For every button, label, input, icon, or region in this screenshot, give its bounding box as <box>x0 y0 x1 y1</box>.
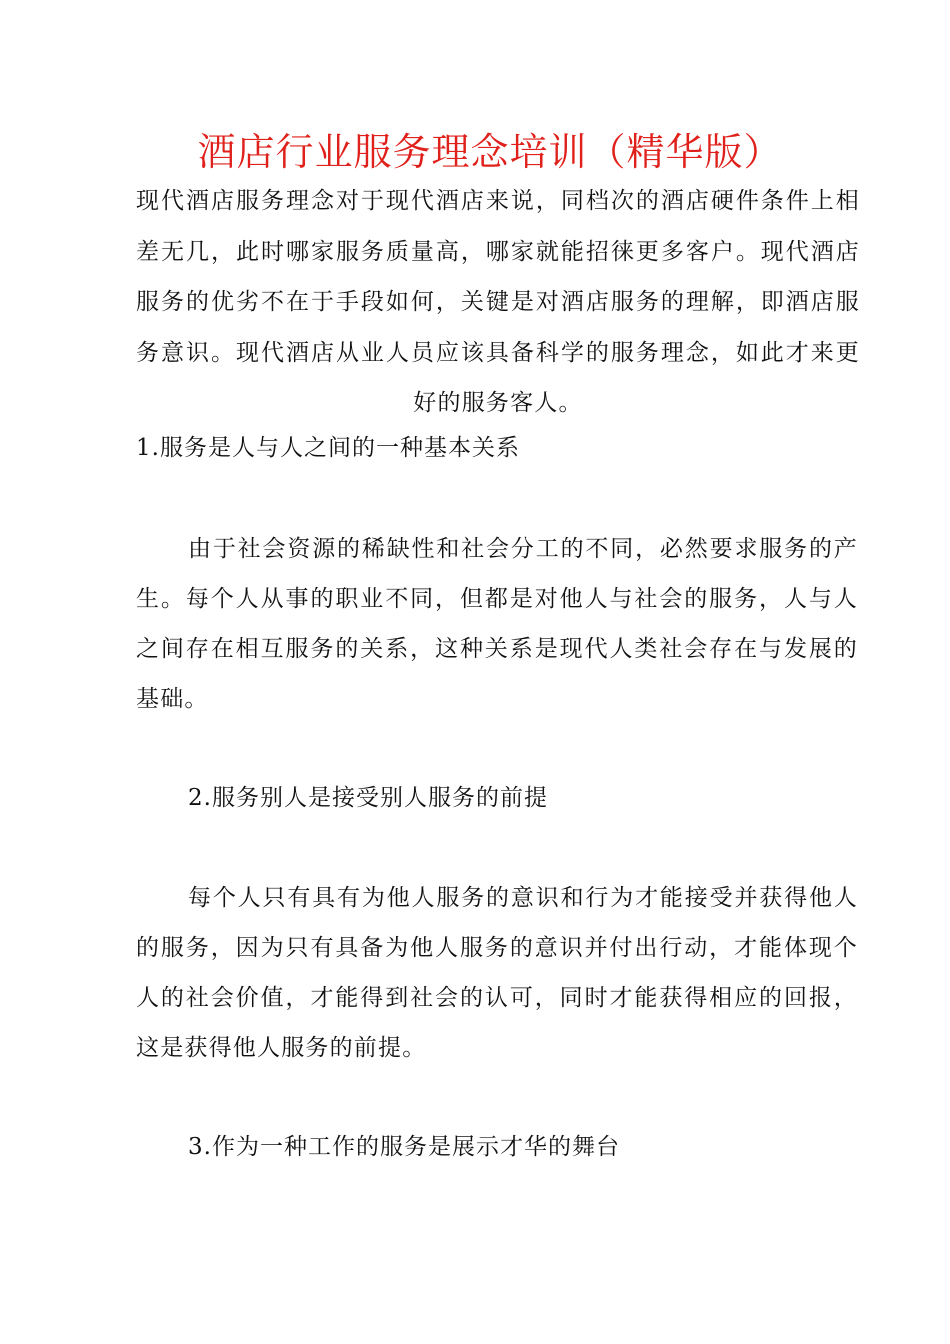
section-2-heading: 2.服务别人是接受别人服务的前提 <box>188 785 548 811</box>
section-1-paragraph: 由于社会资源的稀缺性和社会分工的不同，必然要求服务的产生。每个人从事的职业不同，但都是对他人与社会的服务，人与人之间存在相互服务的关系，这种关系是现代人类社会存在与发展的基础。 <box>136 536 858 712</box>
document-title: 酒店行业服务理念培训（精华版） <box>197 130 783 174</box>
intro-paragraph: 现代酒店服务理念对于现代酒店来说，同档次的酒店硬件条件上相差无几，此时哪家服务质量高，哪家就能招徕更多客户。现代酒店服务的优劣不在于手段如何，关键是对酒店服务的理解，即酒店服务意识。现代酒店从业人员应该具备科学的服务理念，如此才来更好的服务客人。 <box>136 188 860 416</box>
section-2-paragraph: 每个人只有具有为他人服务的意识和行为才能接受并获得他人的服务，因为只有具备为他人服务的意识并付出行动，才能体现个人的社会价值，才能得到社会的认可，同时才能获得相应的回报，这是获得他人服务的前提。 <box>136 885 858 1061</box>
section-3-heading: 3.作为一种工作的服务是展示才华的舞台 <box>188 1134 620 1160</box>
section-1-heading: 1.服务是人与人之间的一种基本关系 <box>136 435 520 461</box>
